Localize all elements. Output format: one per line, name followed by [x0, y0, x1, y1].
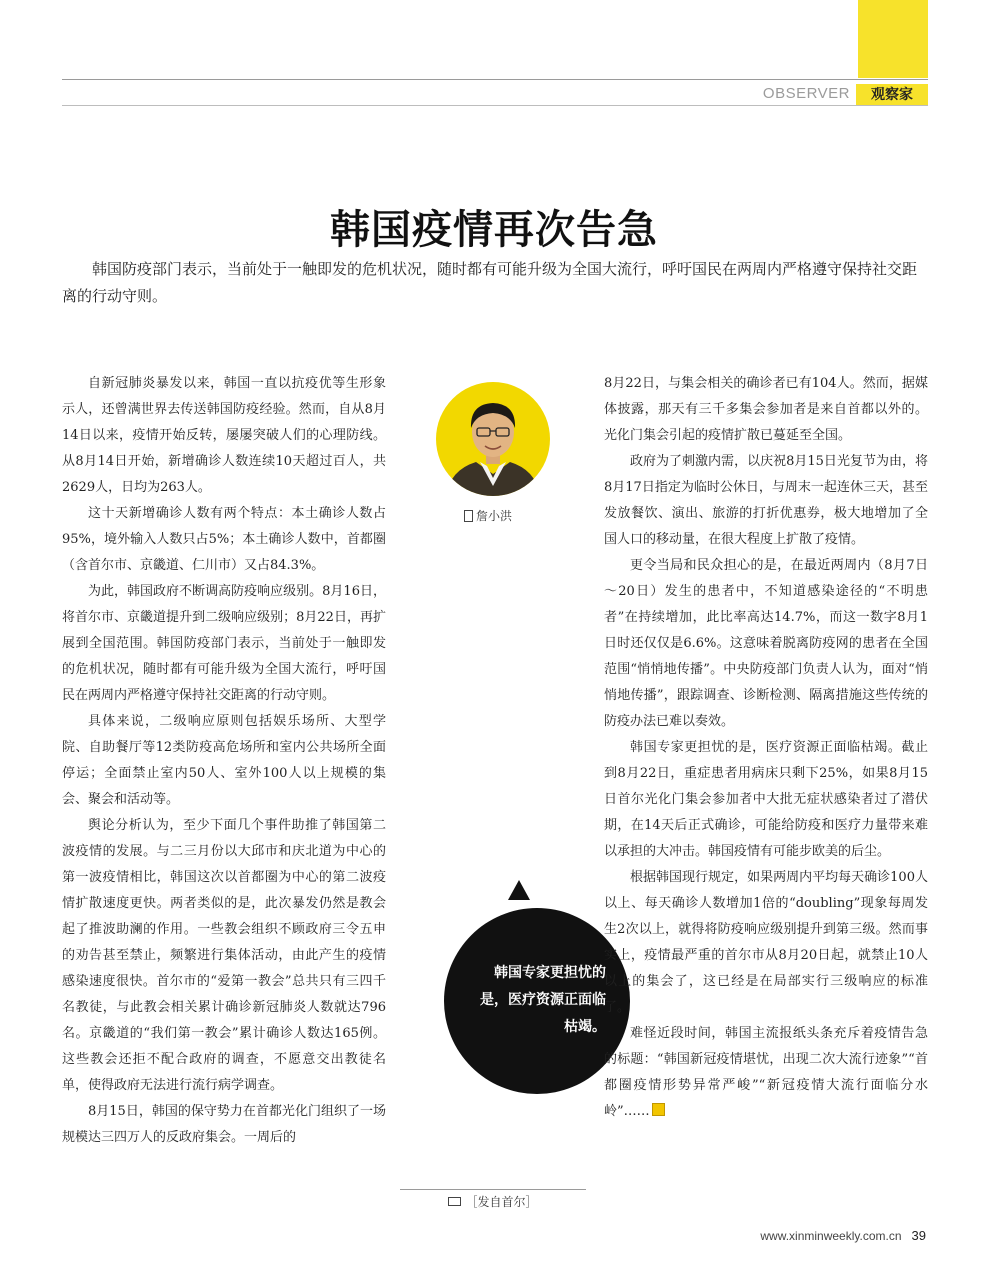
pull-quote-text: 韩国专家更担忧的是，医疗资源正面临枯竭。 [480, 965, 606, 1035]
author-portrait [436, 382, 550, 496]
section-header [62, 84, 928, 106]
paragraph: 更令当局和民众担心的是，在最近两周内（8月7日～20日）发生的患者中，不知道感染途径的“不明患者”在持续增加，此比率高达14.7%，而这一数字8月1日时还仅仅是6.6%。这意味着脱离防疫网的患者在全国范围“悄悄地传播”。中央防疫部门负责人认为，面对“悄悄地传播”，跟踪调查、诊断检测、隔离措施这些传统的防疫办法已难以奏效。 [604, 558, 928, 729]
footer-url[interactable]: www.xinminweekly.com.cn [760, 1229, 902, 1243]
paragraph: 自新冠肺炎暴发以来，韩国一直以抗疫优等生形象示人，还曾满世界去传送韩国防疫经验。然而，自从8月14日以来，疫情开始反转，屡屡突破人们的心理防线。从8月14日开始，新增确诊人数连续10天超过百人，共2629人，日均为263人。 [62, 376, 386, 495]
header-rule [62, 79, 928, 80]
page-footer [760, 1228, 926, 1243]
article-lead: 韩国防疫部门表示，当前处于一触即发的危机状况，随时都有可能升级为全国大流行，呼吁国民在两周内严格遵守保持社交距离的行动守则。 [62, 260, 918, 305]
column-tag: 观察家 [856, 84, 928, 106]
source-label: ［发自首尔］ [465, 1195, 538, 1209]
final-paragraph-text: 难怪近段时间，韩国主流报纸头条充斥着疫情告急的标题：“韩国新冠疫情堪忧，出现二次大流行迹象”“首都圈疫情形势异常严峻”“新冠疫情大流行面临分水岭”…… [604, 1026, 928, 1119]
paragraph: 根据韩国现行规定，如果两周内平均每天确诊100人以上、每天确诊人数增加1倍的“doubling”现象每周发生2次以上，就得将防疫响应级别提升到第三级。然而事实上，疫情最严重的首尔市从8月20日起，就禁止10人以上的集会了，这已经是在局部实行三级响应的标准了。 [604, 870, 928, 1015]
corner-accent-block [858, 0, 928, 78]
page-number: 39 [911, 1228, 926, 1243]
body-column-left [62, 371, 386, 1151]
pull-quote-pointer [508, 880, 530, 900]
paragraph: 8月22日，与集会相关的确诊者已有104人。然而，据媒体披露，那天有三千多集会参加者是来自首都以外的。光化门集会引起的疫情扩散已蔓延至全国。 [604, 376, 928, 443]
end-mark-icon [652, 1103, 665, 1116]
article-title: 韩国疫情再次告急 [330, 207, 658, 253]
paragraph: 政府为了刺激内需，以庆祝8月15日光复节为由，将8月17日指定为临时公休日，与周末一起连休三天，甚至发放餐饮、演出、旅游的打折优惠券，极大地增加了全国人口的移动量，在很大程度上扩散了疫情。 [604, 454, 928, 547]
author-name: 詹小洪 [476, 509, 513, 523]
envelope-icon [448, 1197, 461, 1206]
observer-label: OBSERVER [762, 85, 850, 102]
paragraph-final [604, 1021, 928, 1125]
paragraph: 舆论分析认为，至少下面几个事件助推了韩国第二波疫情的发展。与二三月份以大邱市和庆北道为中心的第一波疫情相比，韩国这次以首都圈为中心的第二波疫情扩散速度更快。两者类似的是，此次暴发仍然是教会起了推波助澜的作用。一些教会组织不顾政府三令五申的劝告甚至禁止，频繁进行集体活动，由此产生的疫情感染速度很快。首尔市的“爱第一教会”总共只有三四千名教徒，与此教会相关累计确诊新冠肺炎人数就达796名。京畿道的“我们第一教会”累计确诊人数达165例。这些教会还拒不配合政府的调查，不愿意交出教徒名单，使得政府无法进行流行病学调查。 [62, 818, 386, 1093]
paragraph: 具体来说，二级响应原则包括娱乐场所、大型学院、自助餐厅等12类防疫高危场所和室内公共场所全面停运；全面禁止室内50人、室外100人以上规模的集会、聚会和活动等。 [62, 714, 386, 807]
paragraph: 8月15日，韩国的保守势力在首都光化门组织了一场规模达三四万人的反政府集会。一周后的 [62, 1104, 386, 1145]
pull-quote [444, 908, 630, 1094]
author-portrait-illustration [436, 382, 550, 496]
paragraph: 这十天新增确诊人数有两个特点：本土确诊人数占95%，境外输入人数只占5%；本土确诊人数中，首都圈（含首尔市、京畿道、仁川市）又占84.3%。 [62, 506, 386, 573]
pen-icon [464, 510, 473, 522]
paragraph: 为此，韩国政府不断调高防疫响应级别。8月16日，将首尔市、京畿道提升到二级响应级别；8月22日，再扩展到全国范围。韩国防疫部门表示，当前处于一触即发的危机状况，随时都有可能升级为全国大流行，呼吁国民在两周内严格遵守保持社交距离的行动守则。 [62, 584, 386, 703]
article-source [400, 1189, 586, 1210]
paragraph: 韩国专家更担忧的是，医疗资源正面临枯竭。截止到8月22日，重症患者用病床只剩下25%，如果8月15日首尔光化门集会参加者中大批无症状感染者过了潜伏期，在14天后正式确诊，可能给防疫和医疗力量带来难以承担的大冲击。韩国疫情有可能步欧美的后尘。 [604, 740, 928, 859]
author-byline [464, 507, 512, 524]
body-column-right [604, 371, 928, 1125]
